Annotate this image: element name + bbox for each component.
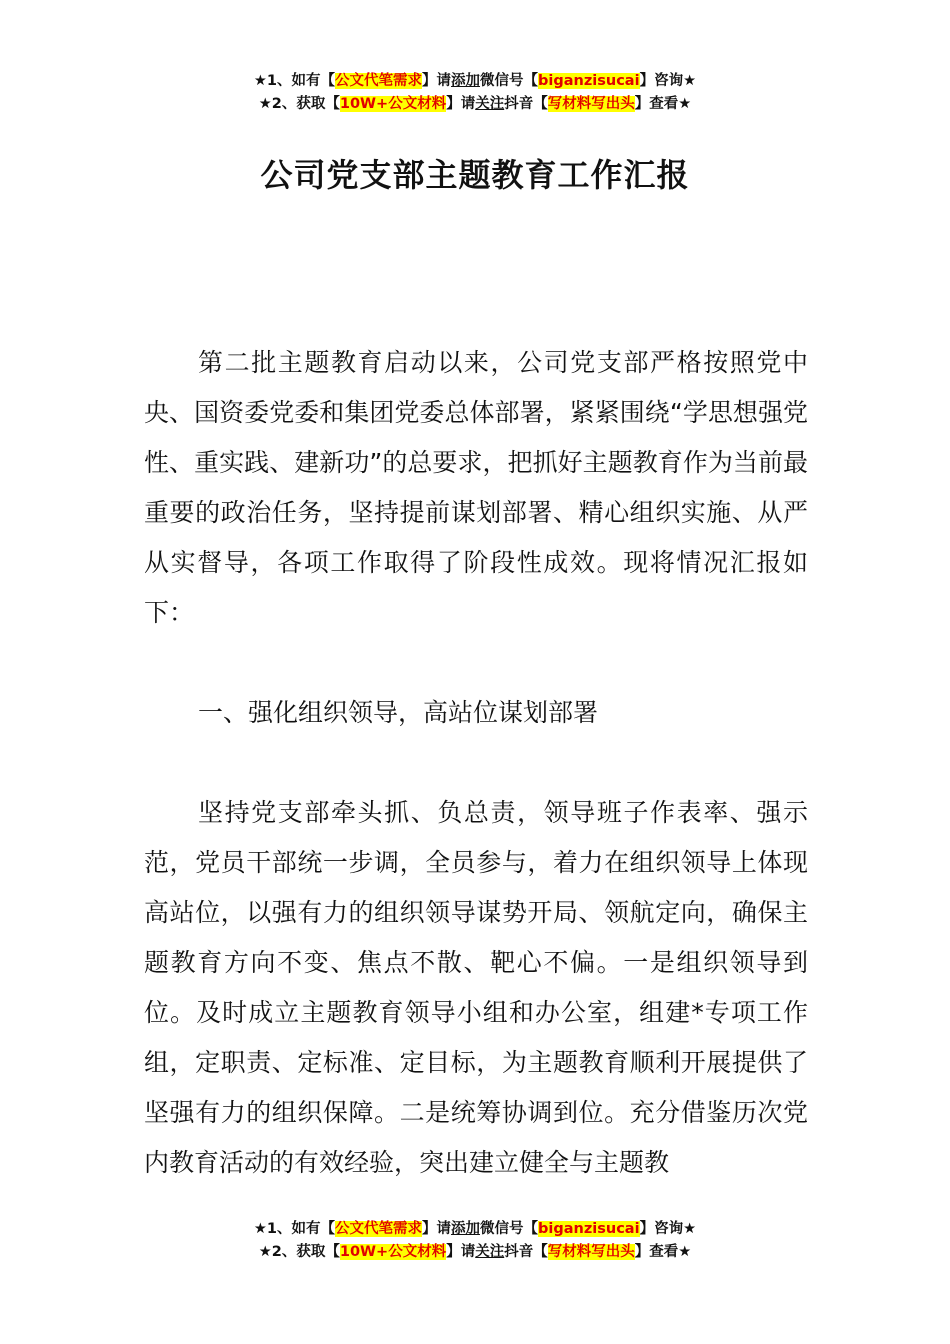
banner-line-1 <box>0 70 950 93</box>
banner-highlight: biganzisucai <box>538 73 640 89</box>
banner-text: 微信号【 <box>480 73 539 89</box>
intro-paragraph: 第二批主题教育启动以来，公司党支部严格按照党中央、国资委党委和集团党委总体部署，紧紧围绕“学思想强党性、重实践、建新功”的总要求，把抓好主题教育作为当前最重要的政治任务，坚持提前谋划部署、精心组织实施、从严从实督导，各项工作取得了阶段性成效。现将情况汇报如下： <box>144 348 808 627</box>
banner-highlight: 10W+公文材料 <box>339 96 447 112</box>
banner-underline: 添加 <box>451 73 481 89</box>
section-1-paragraph: 坚持党支部牵头抓、负总责，领导班子作表率、强示范，党员干部统一步调，全员参与，着力在组织领导上体现高站位，以强有力的组织领导谋势开局、领航定向，确保主题教育方向不变、焦点不散、靶心不偏。一是组织领导到位。及时成立主题教育领导小组和办公室，组建*专项工作组，定职责、定标准、定目标，为主题教育顺利开展提供了坚强有力的组织保障。二是统筹协调到位。充分借鉴历次党内教育活动的有效经验，突出建立健全与主题教 <box>144 798 808 1177</box>
banner-text: 】请 <box>422 1221 452 1237</box>
banner-highlight: 公文代笔需求 <box>335 73 423 89</box>
banner-text: 】查看★ <box>634 96 692 112</box>
banner-text: 】请 <box>446 1244 476 1260</box>
banner-text: 】请 <box>422 73 452 89</box>
banner-text: 】请 <box>446 96 476 112</box>
footer-banner <box>0 1218 950 1264</box>
banner-line-1 <box>0 1218 950 1241</box>
spacer <box>144 738 808 788</box>
banner-underline: 关注 <box>475 1244 505 1260</box>
banner-highlight: 公文代笔需求 <box>335 1221 423 1237</box>
banner-underline: 关注 <box>475 96 505 112</box>
banner-text: 抖音【 <box>504 96 548 112</box>
banner-highlight: 写材料写出头 <box>547 1244 635 1260</box>
banner-line-2 <box>0 1241 950 1264</box>
banner-text: ★1、如有【 <box>253 73 336 89</box>
banner-text: ★2、获取【 <box>258 1244 340 1260</box>
banner-highlight: 10W+公文材料 <box>339 1244 447 1260</box>
banner-text: 抖音【 <box>504 1244 548 1260</box>
section-1-heading: 一、强化组织领导，高站位谋划部署 <box>198 698 599 727</box>
banner-text: ★2、获取【 <box>258 96 340 112</box>
banner-text: 】咨询★ <box>639 73 697 89</box>
header-banner <box>0 70 950 116</box>
banner-underline: 添加 <box>451 1221 481 1237</box>
banner-text: 微信号【 <box>480 1221 539 1237</box>
banner-text: 】咨询★ <box>639 1221 697 1237</box>
banner-highlight: biganzisucai <box>538 1221 640 1237</box>
banner-line-2 <box>0 93 950 116</box>
spacer <box>144 638 808 688</box>
document-body <box>144 338 808 1188</box>
banner-text: 】查看★ <box>634 1244 692 1260</box>
banner-text: ★1、如有【 <box>253 1221 336 1237</box>
document-title: 公司党支部主题教育工作汇报 <box>260 156 690 194</box>
banner-highlight: 写材料写出头 <box>547 96 635 112</box>
